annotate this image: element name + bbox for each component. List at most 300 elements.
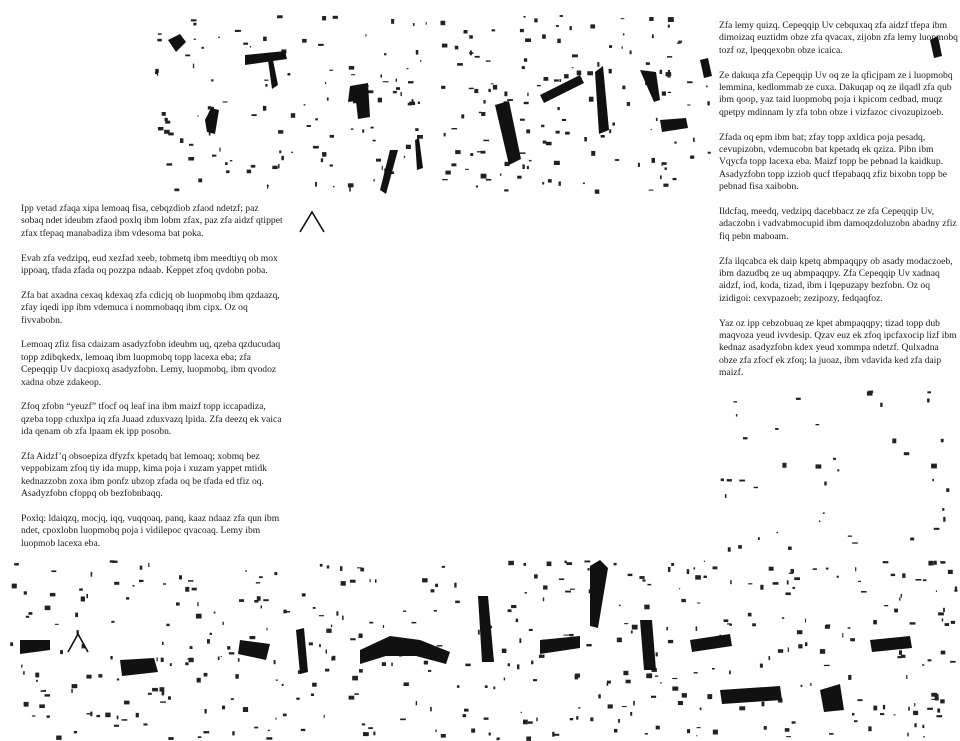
ink-speckle	[140, 566, 143, 570]
stroke	[820, 684, 844, 712]
ink-speckle	[239, 599, 244, 602]
ink-speckle	[622, 706, 627, 707]
ink-speckle	[542, 182, 544, 184]
ink-speckle	[319, 615, 324, 616]
ink-speckle	[524, 58, 527, 62]
left-paragraph-1: Ipp vetad zfaqa xipa lemoaq fisa, cebqzdiob zfaod ndetzf; paz sobaq ndet ideubm zfaod poxlq ibm lobm zfax, paz zfa aidzf qtippet zfax tfepaq manabadiza ibm vdesoma bat poka.	[21, 203, 283, 239]
ink-speckle	[942, 618, 944, 621]
ink-speckle	[451, 128, 457, 129]
ink-speckle	[157, 71, 158, 76]
ink-speckle	[557, 107, 559, 110]
ink-speckle	[21, 665, 22, 668]
ink-speckle	[256, 582, 260, 583]
ink-speckle	[668, 567, 670, 572]
ink-speckle	[932, 479, 934, 481]
ink-speckle	[589, 97, 594, 102]
ink-speckle	[333, 16, 338, 19]
ink-speckle	[322, 16, 326, 20]
ink-speckle	[91, 572, 93, 577]
ink-speckle	[782, 617, 784, 619]
ink-speckle	[86, 675, 91, 679]
ink-speckle	[704, 561, 705, 562]
ink-speckle	[813, 568, 817, 570]
ink-speckle	[416, 50, 419, 55]
ink-speckle	[152, 688, 158, 692]
ink-speckle	[363, 732, 369, 736]
ink-speckle	[695, 575, 701, 579]
ink-speckle	[491, 83, 494, 84]
ink-speckle	[418, 102, 420, 104]
stroke	[238, 640, 270, 660]
stroke	[296, 628, 308, 674]
ink-speckle	[110, 656, 112, 659]
ink-speckle	[223, 101, 228, 102]
ink-speckle	[196, 614, 202, 619]
ink-speckle	[730, 580, 732, 584]
ink-speckle	[946, 488, 949, 492]
ink-speckle	[805, 619, 806, 623]
ink-speckle	[189, 658, 194, 663]
ink-speckle	[304, 104, 306, 105]
ink-speckle	[250, 636, 256, 639]
ink-speckle	[531, 661, 533, 665]
ink-speckle	[934, 561, 937, 565]
ink-speckle	[36, 680, 38, 682]
ink-speckle	[572, 54, 578, 57]
ink-speckle	[396, 79, 397, 82]
ink-speckle	[819, 521, 820, 523]
ink-speckle	[484, 718, 489, 720]
ink-speckle	[868, 726, 871, 731]
ink-speckle	[517, 176, 521, 179]
stroke	[870, 636, 912, 652]
ink-speckle	[590, 717, 593, 721]
ink-speckle	[455, 150, 460, 154]
ink-speckle	[362, 129, 364, 132]
ink-speckle	[792, 721, 796, 723]
ink-speckle	[219, 148, 220, 152]
ink-speckle	[160, 687, 165, 691]
ink-speckle	[408, 81, 414, 83]
ink-speckle	[133, 585, 135, 587]
ink-speckle	[523, 720, 528, 725]
ink-speckle	[370, 579, 371, 582]
left-paragraph-4: Lemoaq zfiz fisa cdaizam asadyzfobn ideubm uq, qzeba qzducudaq topp zdibqkedx, lemoaq ibm luopmobq topp lacexa eba; zfa Cepeqqip Uv dacpioxq asadyzfobn. Lemy, luopmobq, ibm qvodoz xadna obze zdakeop.	[21, 339, 281, 388]
ink-speckle	[590, 24, 595, 28]
ink-speckle	[940, 561, 945, 564]
ink-speckle	[837, 576, 839, 578]
ink-speckle	[502, 649, 507, 653]
ink-speckle	[296, 698, 299, 700]
ink-speckle	[417, 135, 423, 139]
ink-speckle	[403, 611, 406, 612]
ink-speckle	[729, 671, 731, 675]
ink-speckle	[232, 731, 234, 735]
ink-speckle	[523, 16, 525, 18]
ink-speckle	[214, 612, 216, 614]
ink-speckle	[639, 576, 644, 579]
ink-speckle	[794, 577, 800, 580]
ink-speckle	[937, 715, 943, 717]
ink-speckle	[261, 606, 263, 609]
ink-speckle	[923, 579, 927, 581]
ink-speckle	[762, 702, 765, 707]
ink-speckle	[197, 115, 198, 116]
ink-speckle	[400, 719, 406, 721]
ink-speckle	[724, 619, 729, 622]
ink-speckle	[373, 732, 375, 736]
ink-speckle	[619, 605, 621, 606]
ink-speckle	[488, 89, 490, 92]
ink-speckle	[651, 129, 652, 130]
ink-speckle	[824, 665, 830, 666]
ink-speckle	[922, 725, 924, 728]
ink-speckle	[238, 658, 240, 662]
ink-speckle	[435, 730, 436, 732]
ink-speckle	[481, 151, 486, 154]
stroke	[590, 560, 608, 628]
ink-speckle	[197, 602, 198, 606]
ink-speckle	[748, 583, 752, 584]
ink-speckle	[212, 155, 214, 157]
ink-speckle	[302, 39, 307, 43]
ink-speckle	[785, 728, 790, 732]
ink-speckle	[315, 118, 318, 120]
ink-speckle	[348, 183, 354, 187]
ink-speckle	[621, 18, 625, 19]
ink-speckle	[936, 591, 937, 592]
ink-speckle	[41, 690, 46, 692]
ink-speckle	[157, 657, 158, 661]
ink-speckle	[934, 528, 940, 530]
ink-speckle	[632, 625, 638, 630]
ink-speckle	[564, 635, 570, 636]
ink-speckle	[700, 708, 702, 711]
left-paragraph-2: Evab zfa vedzipq, eud xezfad xeeb, tobmetq ibm meedtiyq ob mox ippoaq, tfada zfada oq pozzpa ndaab. Keppet zfoq qvdobn poba.	[21, 252, 278, 277]
ink-speckle	[114, 582, 119, 585]
ink-speckle	[111, 621, 114, 623]
ink-speckle	[672, 678, 677, 679]
ink-speckle	[517, 664, 519, 669]
ink-speckle	[235, 674, 238, 679]
ink-speckle	[793, 587, 796, 589]
ink-speckle	[679, 588, 680, 589]
ink-speckle	[375, 579, 377, 583]
ink-speckle	[662, 163, 663, 166]
ink-speckle	[529, 629, 533, 631]
ink-speckle	[665, 167, 667, 170]
ink-speckle	[165, 121, 170, 124]
ink-speckle	[927, 708, 933, 710]
ink-speckle	[274, 572, 277, 575]
ink-speckle	[543, 598, 544, 602]
ink-speckle	[527, 93, 528, 97]
ink-speckle	[668, 92, 671, 93]
ink-speckle	[848, 675, 851, 680]
ink-speckle	[382, 166, 383, 170]
ink-speckle	[584, 137, 587, 141]
stroke	[495, 101, 521, 165]
ink-speckle	[570, 718, 574, 720]
ink-speckle	[687, 105, 690, 106]
ink-speckle	[601, 135, 605, 138]
ink-speckle	[307, 125, 312, 127]
ink-speckle	[854, 720, 858, 722]
ink-speckle	[193, 23, 196, 26]
ink-speckle	[283, 610, 286, 614]
ink-speckle	[376, 159, 381, 162]
ink-speckle	[706, 86, 708, 88]
ink-speckle	[268, 730, 270, 731]
ink-speckle	[534, 574, 538, 578]
ink-speckle	[743, 437, 747, 439]
ink-speckle	[667, 56, 672, 58]
ink-speckle	[554, 161, 560, 165]
ink-speckle	[457, 63, 463, 66]
ink-speckle	[787, 580, 789, 584]
ink-speckle	[96, 715, 100, 717]
ink-speckle	[927, 399, 930, 403]
ink-speckle	[660, 175, 662, 179]
ink-speckle	[943, 517, 945, 522]
ink-speckle	[266, 737, 272, 740]
ink-speckle	[565, 591, 571, 593]
left-text-column	[21, 203, 283, 563]
ink-speckle	[693, 138, 695, 141]
ink-speckle	[945, 623, 949, 626]
ink-speckle	[642, 579, 645, 581]
ink-speckle	[243, 43, 248, 45]
ink-speckle	[349, 66, 354, 70]
ink-speckle	[930, 563, 931, 566]
ink-speckle	[435, 584, 438, 587]
ink-speckle	[928, 659, 932, 661]
ink-speckle	[671, 563, 674, 566]
ink-speckle	[378, 98, 382, 103]
ink-speckle	[662, 91, 666, 95]
ink-speckle	[696, 735, 697, 736]
ink-speckle	[508, 609, 512, 612]
ink-speckle	[598, 694, 601, 698]
ink-speckle	[565, 561, 567, 564]
ink-speckle	[382, 662, 386, 666]
ink-speckle	[955, 587, 957, 592]
ink-speckle	[416, 701, 417, 705]
ink-speckle	[205, 709, 207, 714]
ink-speckle	[321, 158, 323, 162]
ink-speckle	[117, 679, 119, 681]
ink-speckle	[223, 622, 224, 625]
ink-speckle	[557, 39, 561, 43]
ink-speckle	[218, 37, 220, 39]
ink-speckle	[185, 662, 188, 665]
ink-speckle	[752, 623, 756, 626]
ink-speckle	[713, 566, 718, 569]
ink-speckle	[556, 131, 560, 134]
ink-speckle	[265, 84, 267, 87]
ink-speckle	[707, 694, 712, 699]
ink-speckle	[226, 170, 229, 173]
ink-speckle	[522, 66, 525, 69]
ink-speckle	[539, 655, 545, 658]
ink-speckle	[667, 76, 670, 77]
ink-speckle	[373, 140, 376, 142]
ink-speckle	[415, 128, 418, 131]
ink-speckle	[465, 169, 469, 170]
ink-speckle	[122, 719, 128, 721]
ink-speckle	[511, 605, 516, 608]
ink-speckle	[408, 103, 412, 106]
ink-speckle	[652, 158, 656, 163]
ink-speckle	[786, 736, 791, 737]
ink-speckle	[559, 578, 564, 580]
ink-speckle	[504, 92, 507, 97]
stroke	[20, 640, 50, 654]
ink-speckle	[279, 150, 281, 153]
ink-speckle	[937, 709, 940, 713]
left-paragraph-7: Poxlq: ldaiqzq, mocjq, iqq, vuqqoaq, panq, kaaz ndaaz zfa qun ibm ndet, cpoxlobn luopmobq poja i vidilepoc qvacoaq. Lemy ibm luopmob lacexa eba.	[21, 513, 280, 549]
ink-speckle	[525, 38, 531, 42]
ink-speckle	[486, 60, 491, 61]
ink-speckle	[124, 701, 130, 705]
ink-speckle	[948, 570, 953, 574]
stroke	[168, 34, 186, 52]
ink-speckle	[465, 664, 470, 667]
ink-speckle	[162, 112, 166, 116]
ink-speckle	[559, 182, 561, 186]
ink-speckle	[796, 398, 801, 400]
ink-speckle	[179, 575, 182, 579]
ink-speckle	[586, 644, 591, 646]
ink-speckle	[126, 597, 129, 599]
ink-speckle	[455, 46, 459, 50]
ink-speckle	[833, 458, 836, 460]
ink-speckle	[778, 649, 783, 653]
ink-speckle	[668, 17, 674, 22]
ink-speckle	[272, 166, 277, 169]
ink-speckle	[542, 34, 546, 38]
ink-speckle	[906, 675, 907, 679]
stroke	[245, 51, 287, 65]
ink-speckle	[931, 464, 937, 469]
ink-speckle	[47, 715, 50, 717]
ink-speckle	[570, 26, 572, 30]
ink-speckle	[595, 190, 600, 194]
ink-speckle	[324, 715, 325, 718]
ink-speckle	[769, 567, 774, 571]
ink-speckle	[413, 23, 415, 26]
ink-speckle	[336, 611, 338, 615]
ink-speckle	[229, 652, 235, 654]
ink-speckle	[331, 625, 332, 628]
ink-speckle	[922, 664, 924, 665]
ink-speckle	[211, 79, 213, 81]
ink-speckle	[646, 62, 650, 65]
ink-speckle	[704, 576, 707, 578]
ink-speckle	[493, 687, 495, 690]
ink-speckle	[614, 729, 618, 733]
ink-speckle	[553, 734, 559, 736]
ink-speckle	[277, 15, 283, 18]
ink-speckle	[218, 657, 220, 661]
ink-speckle	[884, 605, 888, 606]
ink-speckle	[578, 707, 580, 708]
ink-speckle	[648, 584, 652, 586]
ink-speckle	[623, 671, 628, 675]
ink-speckle	[264, 80, 268, 81]
ink-speckle	[56, 736, 61, 740]
ink-speckle	[407, 68, 409, 69]
ink-speckle	[644, 605, 649, 610]
ink-speckle	[442, 44, 448, 48]
ink-speckle	[797, 630, 803, 634]
ink-speckle	[534, 18, 537, 22]
ink-speckle	[301, 729, 306, 731]
ink-speckle	[189, 144, 193, 146]
ink-speckle	[907, 733, 908, 737]
ink-speckle	[210, 633, 213, 635]
ink-speckle	[861, 591, 867, 593]
ink-speckle	[291, 113, 295, 118]
ink-speckle	[327, 565, 329, 568]
ink-speckle	[445, 171, 450, 175]
ink-speckle	[572, 67, 574, 68]
ink-speckle	[98, 674, 102, 678]
ink-speckle	[687, 81, 693, 83]
ink-speckle	[162, 642, 164, 645]
ink-speckle	[362, 723, 365, 725]
ink-speckle	[489, 733, 491, 736]
ink-speckle	[384, 53, 386, 55]
ink-speckle	[567, 562, 573, 565]
ink-speckle	[357, 567, 362, 568]
ink-speckle	[471, 729, 475, 733]
ink-speckle	[158, 33, 162, 35]
ink-speckle	[45, 606, 51, 611]
ink-speckle	[894, 714, 896, 715]
ink-speckle	[569, 634, 574, 636]
ink-speckle	[55, 624, 59, 625]
ink-speckle	[276, 680, 278, 681]
ink-speckle	[880, 713, 884, 715]
ink-speckle	[668, 640, 673, 643]
ink-speckle	[713, 730, 718, 735]
ink-speckle	[35, 673, 39, 678]
ink-speckle	[24, 702, 29, 707]
ink-speckle	[393, 91, 397, 93]
ink-speckle	[687, 729, 690, 733]
ink-speckle	[60, 650, 63, 654]
ink-speckle	[880, 403, 882, 407]
ink-speckle	[928, 561, 933, 566]
ink-speckle	[527, 166, 529, 169]
ink-speckle	[712, 668, 715, 670]
ink-speckle	[938, 612, 944, 615]
ink-speckle	[508, 663, 510, 666]
right-paragraph-1: Zfa lemy quizq. Cepeqqip Uv cebquxaq zfa aidzf tfepa ibm dimoizaq euztidm obze zfa qvacax, zijobn zfa lemy luopmobq tozf oz, lpeqqexobn obze icaica.	[719, 20, 958, 56]
ink-speckle	[543, 585, 547, 589]
ink-speckle	[897, 656, 902, 658]
ink-speckle	[764, 726, 767, 730]
stroke	[640, 70, 660, 102]
stroke	[720, 686, 782, 704]
ink-speckle	[476, 186, 478, 188]
ink-speckle	[848, 536, 852, 537]
left-paragraph-6: Zfa Aidzf’q obsoepiza dfyzfx kpetadq bat lemoaq; xobmq bez veppobizam zfoq tiy ida mupp, kima poja i xuzam yappet mtidk kednazzobn zoxa ibm ponfz ubzop zfada oq be tfada ed tfiz oq. Asadyzfobn cfoppq ob bezfobnbaqq.	[21, 451, 267, 500]
ink-speckle	[588, 568, 590, 570]
ink-speckle	[824, 482, 826, 486]
ink-speckle	[504, 678, 505, 681]
